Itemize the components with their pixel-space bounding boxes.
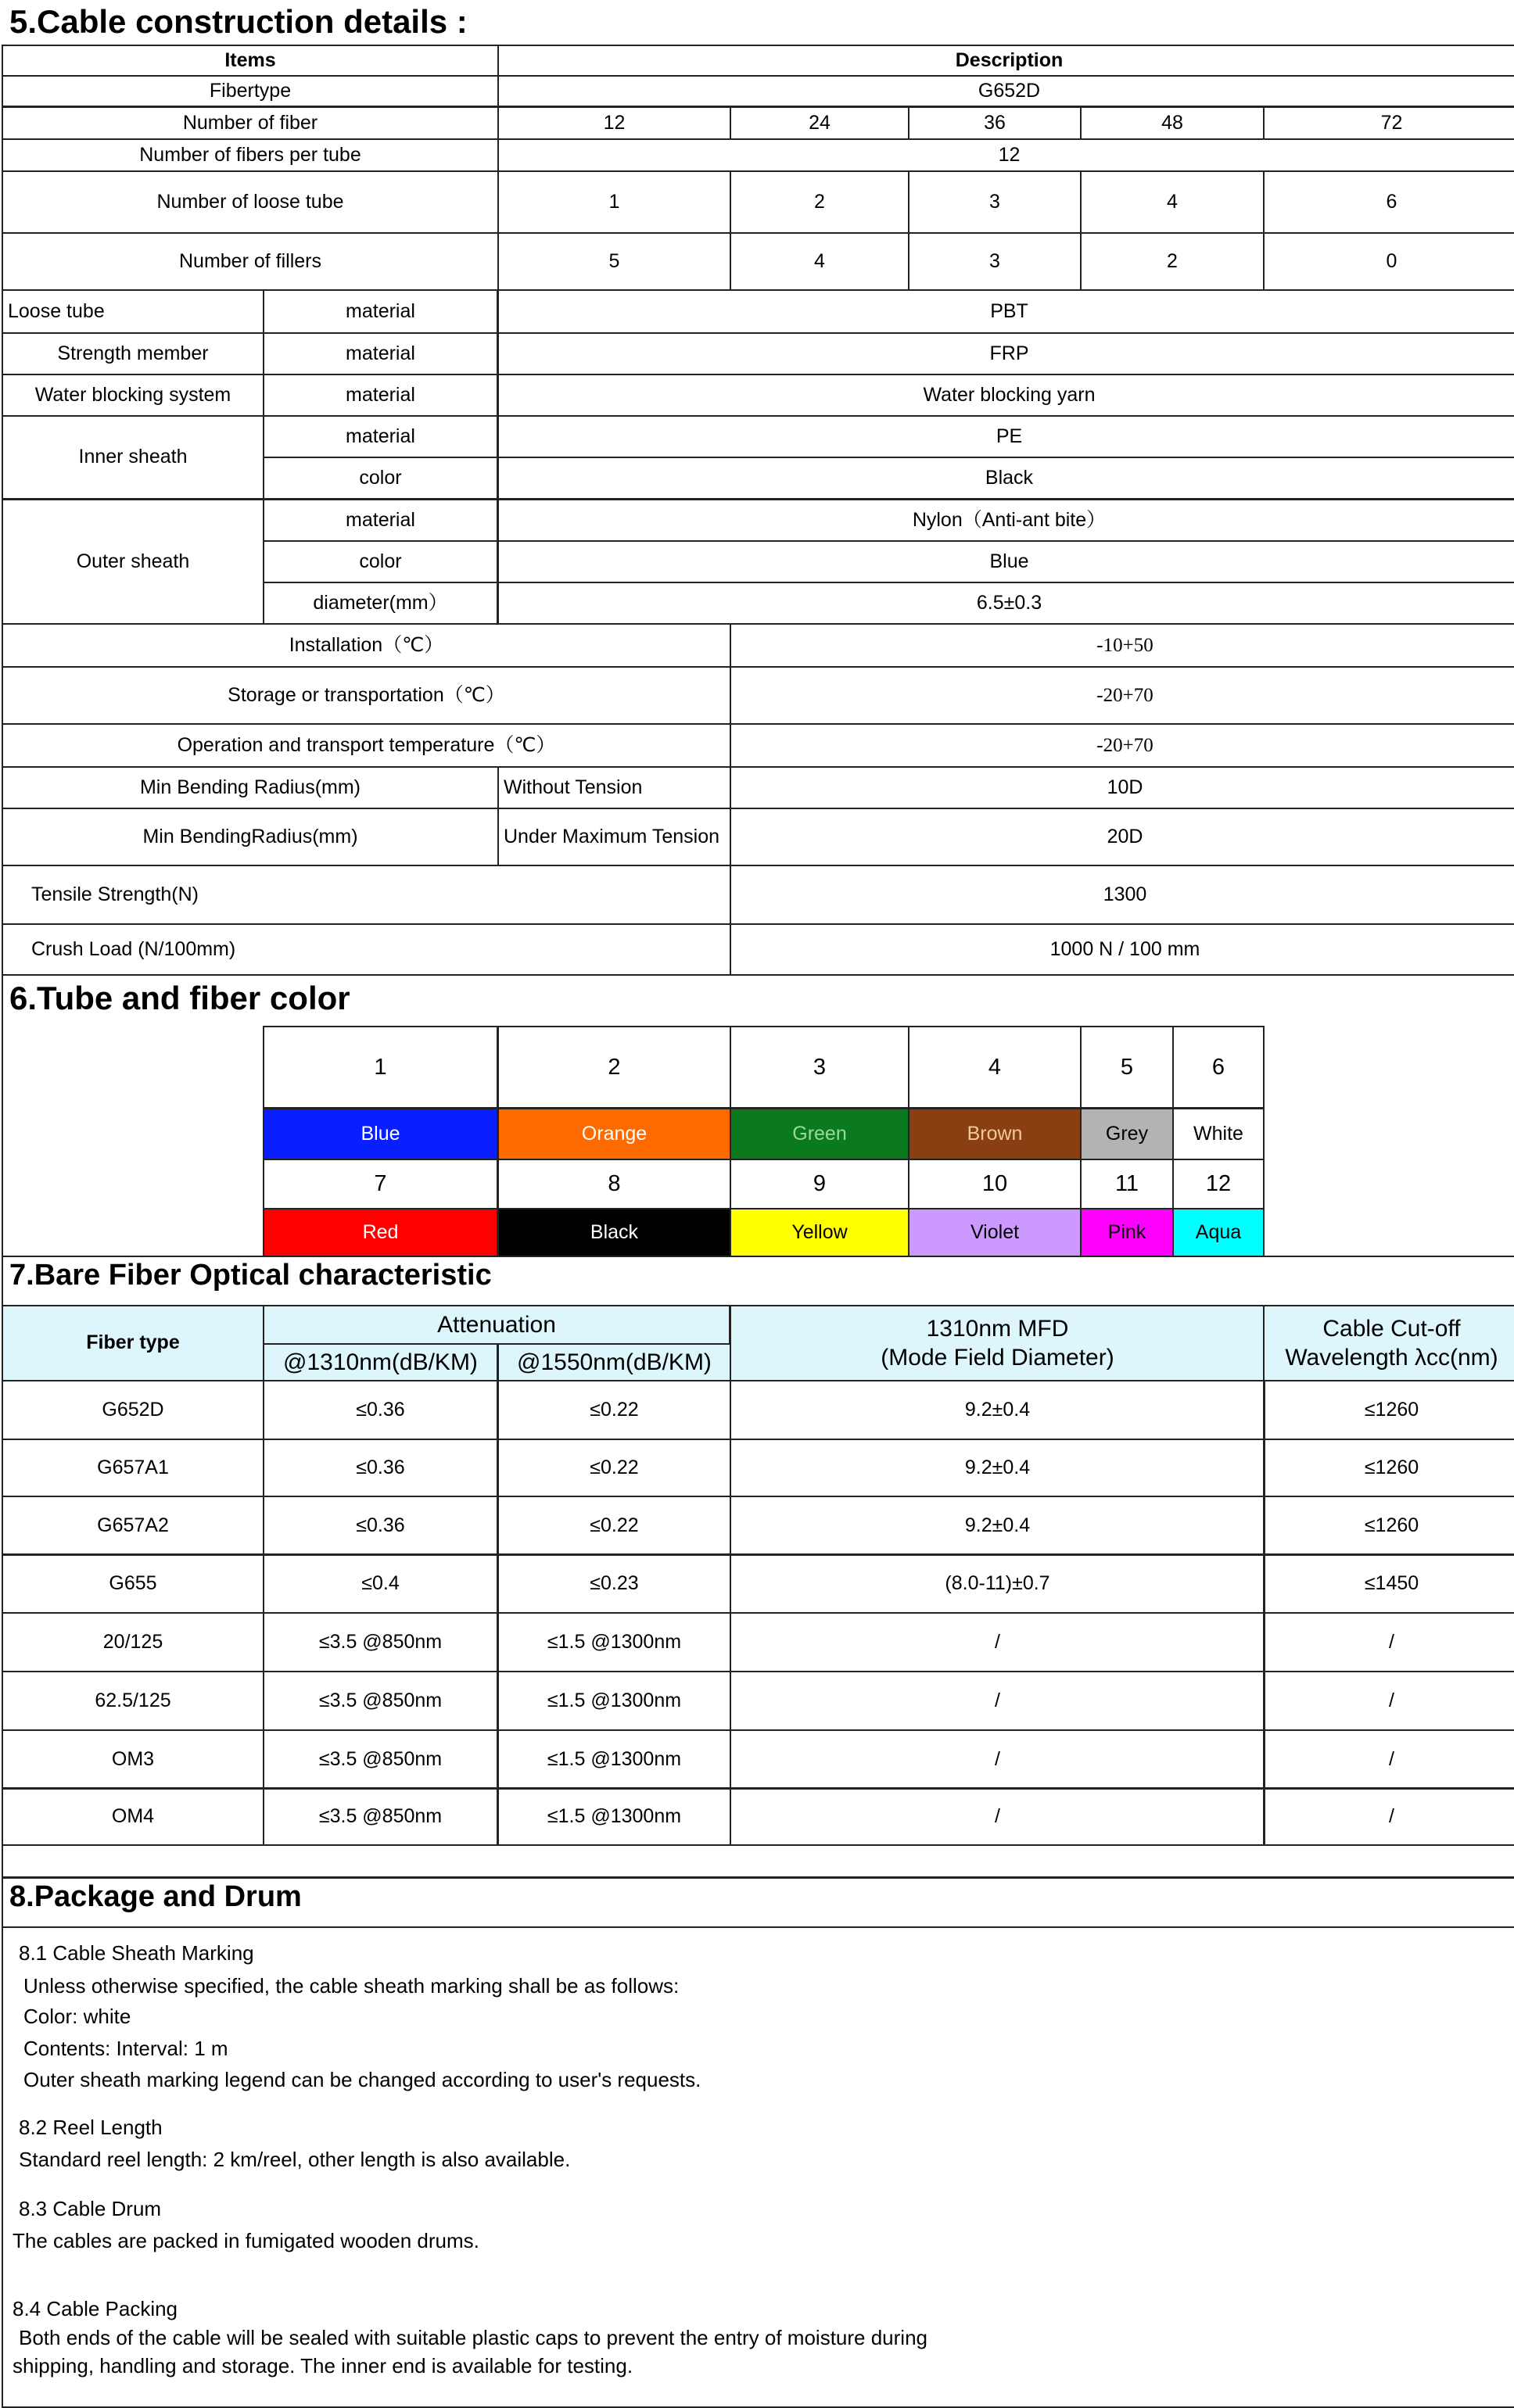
fiber-type-header: Fiber type — [2, 1305, 264, 1381]
description-header: Description — [497, 45, 1514, 77]
optical-value-cell: ≤0.36 — [263, 1496, 498, 1556]
fillers-cell: 5 — [497, 232, 731, 291]
outer-sheath-label: Outer sheath — [2, 499, 264, 625]
package-line: The cables are packed in fumigated wooden drums. — [13, 2229, 479, 2252]
optical-value-cell: / — [730, 1671, 1265, 1731]
package-line: shipping, handling and storage. The inner end is available for testing. — [13, 2354, 633, 2378]
tube-number-cell: 5 — [1080, 1026, 1174, 1109]
material-label: material — [263, 332, 498, 375]
loose-tube-material: PBT — [497, 289, 1514, 334]
color-swatch-grey: Grey — [1080, 1108, 1174, 1160]
color-label: color — [263, 457, 498, 500]
optical-value-cell: ≤0.36 — [263, 1439, 498, 1497]
bend-value-1: 10D — [730, 766, 1514, 809]
color-swatch-violet: Violet — [908, 1208, 1082, 1257]
optical-value-cell: / — [730, 1612, 1265, 1672]
outer-sheath-material: Nylon（Anti-ant bite） — [497, 499, 1514, 542]
tube-number-cell: 1 — [263, 1026, 498, 1109]
fiber-type-cell: G652D — [2, 1380, 264, 1440]
fiber-type-cell: G655 — [2, 1553, 264, 1614]
inner-sheath-material: PE — [497, 415, 1514, 458]
fibertype-value: G652D — [497, 75, 1514, 107]
fillers-cell: 2 — [1080, 232, 1265, 291]
optical-value-cell: ≤3.5 @850nm — [263, 1671, 498, 1731]
tube-number-cell: 6 — [1172, 1026, 1265, 1109]
optical-value-cell: ≤1260 — [1263, 1496, 1514, 1556]
color-swatch-green: Green — [730, 1108, 909, 1160]
crush-value: 1000 N / 100 mm — [730, 923, 1514, 976]
color-swatch-blue: Blue — [263, 1108, 498, 1160]
color-swatch-white: White — [1172, 1108, 1265, 1160]
optical-value-cell: / — [730, 1787, 1265, 1846]
fiber-type-cell: OM4 — [2, 1787, 264, 1846]
loose-tube-count-cell: 3 — [908, 170, 1082, 234]
tube-number-cell: 7 — [263, 1159, 498, 1209]
color-swatch-brown: Brown — [908, 1108, 1082, 1160]
cutoff-header-line1: Cable Cut-off — [1322, 1315, 1461, 1342]
bend-value-2: 20D — [730, 808, 1514, 866]
loose-tube-count-cell: 6 — [1263, 170, 1514, 234]
attenuation-1310-header: @1310nm(dB/KM) — [263, 1343, 498, 1381]
fillers-cell: 0 — [1263, 232, 1514, 291]
fiber-type-cell: G657A1 — [2, 1439, 264, 1497]
bend-condition-2: Under Maximum Tension — [497, 808, 731, 866]
tube-number-cell: 4 — [908, 1026, 1082, 1109]
optical-value-cell: ≤3.5 @850nm — [263, 1729, 498, 1790]
optical-value-cell: ≤0.4 — [263, 1553, 498, 1614]
color-swatch-black: Black — [497, 1208, 731, 1257]
installation-label: Installation（℃） — [2, 623, 731, 668]
material-label: material — [263, 415, 498, 458]
optical-value-cell: ≤0.23 — [497, 1553, 731, 1614]
diameter-label: diameter(mm） — [263, 582, 498, 625]
package-line: Contents: Interval: 1 m — [23, 2037, 228, 2060]
water-blocking-label: Water blocking system — [2, 374, 264, 417]
fiber-type-cell: G657A2 — [2, 1496, 264, 1556]
optical-value-cell: ≤1.5 @1300nm — [497, 1787, 731, 1846]
section-title-cable-construction: 5.Cable construction details : — [9, 3, 468, 40]
loose-tube-count-cell: 2 — [730, 170, 909, 234]
optical-value-cell: ≤1.5 @1300nm — [497, 1612, 731, 1672]
optical-value-cell: ≤0.22 — [497, 1380, 731, 1440]
fillers-label: Number of fillers — [2, 232, 499, 291]
fiber-type-cell: 20/125 — [2, 1612, 264, 1672]
items-header: Items — [2, 45, 499, 77]
material-label: material — [263, 499, 498, 542]
optical-value-cell: / — [730, 1729, 1265, 1790]
section-title-tube-fiber-color: 6.Tube and fiber color — [9, 980, 350, 1016]
optical-value-cell: ≤3.5 @850nm — [263, 1787, 498, 1846]
mfd-header — [730, 1305, 1265, 1381]
bend-radius-label-2: Min BendingRadius(mm) — [2, 808, 499, 866]
fiber-count-cell: 48 — [1080, 106, 1265, 140]
section-title-optical: 7.Bare Fiber Optical characteristic — [9, 1259, 492, 1292]
fibertype-label: Fibertype — [2, 75, 499, 107]
optical-value-cell: ≤1260 — [1263, 1380, 1514, 1440]
bend-radius-label-1: Min Bending Radius(mm) — [2, 766, 499, 809]
optical-value-cell: (8.0-11)±0.7 — [730, 1553, 1265, 1614]
section-title-package: 8.Package and Drum — [9, 1880, 302, 1913]
tube-number-cell: 2 — [497, 1026, 731, 1109]
tube-number-cell: 3 — [730, 1026, 909, 1109]
optical-value-cell: ≤1.5 @1300nm — [497, 1671, 731, 1731]
fiber-count-label: Number of fiber — [2, 106, 499, 140]
package-line: 8.2 Reel Length — [19, 2116, 163, 2139]
package-line: 8.4 Cable Packing — [13, 2297, 178, 2320]
material-label: material — [263, 289, 498, 334]
operation-label: Operation and transport temperature（℃） — [2, 723, 731, 768]
package-line: 8.3 Cable Drum — [19, 2197, 162, 2220]
optical-value-cell: / — [1263, 1787, 1514, 1846]
tube-number-cell: 9 — [730, 1159, 909, 1209]
material-label: material — [263, 374, 498, 417]
optical-value-cell: 9.2±0.4 — [730, 1439, 1265, 1497]
package-line: 8.1 Cable Sheath Marking — [19, 1941, 254, 1965]
optical-value-cell: ≤1450 — [1263, 1553, 1514, 1614]
strength-member-material: FRP — [497, 332, 1514, 375]
spacer-row — [2, 1844, 1514, 1878]
water-blocking-material: Water blocking yarn — [497, 374, 1514, 417]
tensile-label: Tensile Strength(N) — [2, 865, 731, 925]
attenuation-header: Attenuation — [263, 1305, 730, 1345]
cutoff-header-line2: Wavelength λcc(nm) — [1285, 1345, 1498, 1371]
installation-value: -10+50 — [730, 623, 1514, 668]
inner-sheath-label: Inner sheath — [2, 415, 264, 500]
fibers-per-tube-label: Number of fibers per tube — [2, 138, 499, 172]
optical-value-cell: 9.2±0.4 — [730, 1496, 1265, 1556]
outer-sheath-diameter: 6.5±0.3 — [497, 582, 1514, 625]
attenuation-1550-header: @1550nm(dB/KM) — [497, 1343, 731, 1381]
optical-value-cell: 9.2±0.4 — [730, 1380, 1265, 1440]
tube-number-cell: 8 — [497, 1159, 731, 1209]
optical-value-cell: ≤1.5 @1300nm — [497, 1729, 731, 1790]
tube-number-cell: 12 — [1172, 1159, 1265, 1209]
crush-label: Crush Load (N/100mm) — [2, 923, 731, 976]
loose-tube-label: Loose tube — [2, 289, 264, 334]
bend-condition-1: Without Tension — [497, 766, 731, 809]
fiber-count-cell: 72 — [1263, 106, 1514, 140]
optical-value-cell: ≤0.36 — [263, 1380, 498, 1440]
fillers-cell: 3 — [908, 232, 1082, 291]
loose-tube-count-label: Number of loose tube — [2, 170, 499, 234]
color-swatch-orange: Orange — [497, 1108, 731, 1160]
package-line: Color: white — [23, 2005, 131, 2028]
package-line: Outer sheath marking legend can be changed according to user's requests. — [23, 2068, 701, 2091]
strength-member-label: Strength member — [2, 332, 264, 375]
package-line: Both ends of the cable will be sealed with suitable plastic caps to prevent the entry of moisture during — [19, 2326, 927, 2349]
fibers-per-tube-value: 12 — [497, 138, 1514, 172]
optical-value-cell: ≤3.5 @850nm — [263, 1612, 498, 1672]
fillers-cell: 4 — [730, 232, 909, 291]
package-line: Standard reel length: 2 km/reel, other length is also available. — [19, 2148, 571, 2171]
optical-value-cell: / — [1263, 1671, 1514, 1731]
fiber-count-cell: 36 — [908, 106, 1082, 140]
color-label: color — [263, 540, 498, 583]
operation-value: -20+70 — [730, 723, 1514, 768]
mfd-header-line2: (Mode Field Diameter) — [881, 1345, 1114, 1371]
optical-value-cell: ≤0.22 — [497, 1439, 731, 1497]
color-swatch-aqua: Aqua — [1172, 1208, 1265, 1257]
package-line: Unless otherwise specified, the cable sheath marking shall be as follows: — [23, 1974, 680, 1998]
fiber-type-cell: OM3 — [2, 1729, 264, 1790]
cutoff-header — [1263, 1305, 1514, 1381]
fiber-type-cell: 62.5/125 — [2, 1671, 264, 1731]
storage-label: Storage or transportation（℃） — [2, 666, 731, 725]
optical-value-cell: ≤1260 — [1263, 1439, 1514, 1497]
color-swatch-pink: Pink — [1080, 1208, 1174, 1257]
optical-value-cell: / — [1263, 1729, 1514, 1790]
color-swatch-yellow: Yellow — [730, 1208, 909, 1257]
outer-sheath-color: Blue — [497, 540, 1514, 583]
optical-value-cell: / — [1263, 1612, 1514, 1672]
loose-tube-count-cell: 1 — [497, 170, 731, 234]
tube-number-cell: 10 — [908, 1159, 1082, 1209]
loose-tube-count-cell: 4 — [1080, 170, 1265, 234]
mfd-header-line1: 1310nm MFD — [926, 1315, 1069, 1342]
tensile-value: 1300 — [730, 865, 1514, 925]
optical-value-cell: ≤0.22 — [497, 1496, 731, 1556]
storage-value: -20+70 — [730, 666, 1514, 725]
fiber-count-cell: 12 — [497, 106, 731, 140]
inner-sheath-color: Black — [497, 457, 1514, 500]
tube-number-cell: 11 — [1080, 1159, 1174, 1209]
color-swatch-red: Red — [263, 1208, 498, 1257]
fiber-count-cell: 24 — [730, 106, 909, 140]
